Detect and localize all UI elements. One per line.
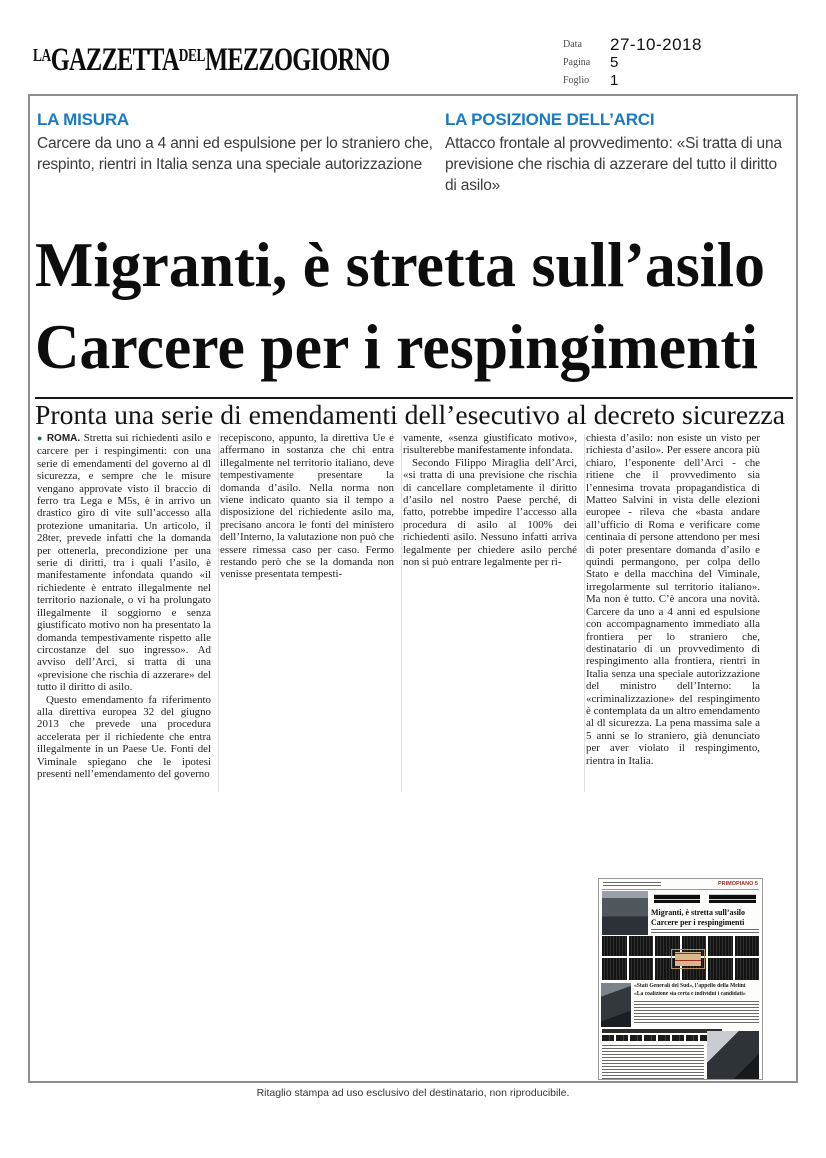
thumb-photo-top — [602, 891, 648, 935]
body-paragraph: Secondo Filippo Miraglia dell’Arci, «si tratta di una previsione che rischia di cancellare completamente il diritto d’asilo nel nostro Paese perché, di fatto, potrebbe impedire l’accesso alla procedura di asilo al 100% dei richiedenti asilo. Nessuno infatti arriva legalmente per chiedere asilo perché non si può entrare legalmente per ri- — [403, 456, 577, 569]
dateline-bullet-icon: ● — [37, 433, 44, 443]
meta-foglio-value: 1 — [610, 72, 619, 89]
article-clip-box — [28, 94, 798, 1083]
thumb-mid-headline — [634, 983, 754, 998]
thumb-mid-headline-line1: «Stati Generali del Sud», l’appello della Melini — [634, 983, 746, 989]
footer-disclaimer: Ritaglio stampa ad uso esclusivo del destinatario, non riproducibile. — [256, 1087, 570, 1099]
kicker-left-text: Carcere da uno a 4 anni ed espulsione per lo straniero che, respinto, rientri in Italia senza una speciale autorizzazione — [37, 135, 433, 173]
kicker-left-label: LA MISURA — [37, 110, 130, 129]
article-headline — [35, 224, 793, 389]
thumb-text-lines — [602, 1045, 704, 1079]
thumb-text-block — [629, 936, 654, 956]
clipping-meta — [563, 36, 702, 89]
logo-gazzetta: GAZZETTA — [50, 42, 179, 78]
page-thumbnail — [598, 878, 763, 1080]
headline-line1: Migranti, è stretta sull’asilo — [35, 229, 765, 300]
kicker-right-label: LA POSIZIONE DELL’ARCI — [445, 110, 655, 129]
thumb-section-label: PRIMOPIANO 5 — [717, 881, 758, 887]
thumb-text-block — [708, 958, 733, 980]
thumb-text-block — [708, 936, 733, 956]
body-paragraph: vamente, «senza giustificato motivo», risulterebbe manifestamente infondata. — [403, 432, 577, 457]
body-text: Stretta sui richiedenti asilo e carcere per i respingimenti: con una serie di emendamenti del governo al dl sicurezza, e sempre che le misure vengano approvate visto il braccio di ferro tra Lega e M5s, è in arrivo un drastico giro di vite sull’accesso alla protezione umanitaria. Un articolo, il 28ter, prevede infatti che la domanda per ottenerla, precondizione per una serie di diritti, tra i quali l’asilo, è manifestamente infondata quando «il richiedente è entrato illegalmente nel territorio nazionale, o vi ha prolungato illegalmente il soggiorno e senza giustificato motivo non ha presentato la domanda tempestivamente rispetto alle circostanze del suo ingresso». Ad avviso dell’Arci, si tratta di una «previsione che rischia di azzerare» del tutto il diritto di asilo. — [37, 432, 211, 694]
body-paragraph: Questo emendamento fa riferimento alla direttiva europea 32 del giugno 2013 che prevede una procedura accelerata per il richiedente che entra illegalmente in un Paese Ue. Fonti del Viminale spiegano che le ipotesi presenti nell’emendamento del governo — [37, 693, 211, 780]
kicker-right-text: Attacco frontale al provvedimento: «Si tratta di una previsione che rischia di azzerare del tutto il diritto di asilo» — [445, 135, 782, 194]
kicker-left — [37, 110, 445, 196]
body-paragraph: recepiscono, appunto, la direttiva Ue e affermano in sostanza che chi entra illegalmente nel territorio italiano, deve tempestivamente presentare la domanda d’asilo. Nella norma non viene indicato quanto sia il tempo a disposizione del richiedente asilo ma, precisano ancora le fonti del ministero dell’Interno, la valutazione non può che essere rimessa caso per caso. Fermo restando però che se la domanda non venisse presentata tempesti- — [220, 432, 394, 581]
dateline: ROMA. — [46, 433, 81, 444]
body-paragraph — [37, 432, 211, 694]
body-column-1 — [37, 432, 211, 804]
thumb-text-block — [629, 958, 654, 980]
thumb-kicker-box — [651, 892, 703, 905]
thumb-mid-headline-line2: «La coalizione sia certa e individui i candidati» — [634, 990, 746, 997]
logo-del: DEL — [178, 45, 206, 65]
meta-pagina-label: Pagina — [563, 57, 591, 68]
body-paragraph: chiesta d’asilo: non esiste un visto per richiesta d’asilo». Per essere ancora più chiaro, l’esponente dell’Arci - che ritiene che il provvedimento sia l’ennesima trovata propagandistica di Matteo Salvini in vista delle elezioni europee - rileva che «basta andare all’ufficio di Roma e verificare come centinaia di persone attendono per mesi di poter presentare domanda d’asilo e quindi permangono, per colpa dello Stato e della macchina del Viminale, irregolarmente sul territorio italiano». Ma non è tutto. C’è ancora una novità. Carcere da uno a 4 anni ed espulsione con accompagnamento immediato alla frontiera per lo straniero che, destinatario di un provvedimento di respingimento alla frontiera, rientri in Italia senza una speciale autorizzazione del ministro dell’Interno: la «criminalizzazione» del respingimento è contemplata da un altro emendamento al dl sicurezza. La pena massima sale a 5 anni se lo straniero, già denunciato per aver violato il respingimento, rientra in Italia. — [586, 432, 760, 767]
headline-line2: Carcere per i respingimenti — [35, 311, 758, 382]
thumb-deck-text — [651, 929, 759, 933]
body-column-3 — [403, 432, 577, 804]
meta-data-label: Data — [563, 39, 582, 50]
thumb-text-block — [602, 958, 627, 980]
logo-mezzogiorno: MEZZOGIORNO — [205, 42, 390, 78]
meta-pagina-value: 5 — [610, 54, 619, 71]
thumb-headline — [651, 908, 750, 928]
thumb-highlight-box — [671, 949, 705, 969]
kicker-row — [37, 110, 789, 196]
meta-foglio-label: Foglio — [563, 75, 590, 86]
thumb-masthead-text — [603, 882, 661, 886]
logo-la: LA — [33, 45, 51, 65]
article-subhead — [35, 401, 793, 431]
thumb-text-block — [735, 958, 760, 980]
body-columns — [37, 432, 765, 804]
thumb-photo-left — [601, 983, 631, 1027]
body-column-2 — [220, 432, 394, 804]
body-column-4 — [586, 432, 760, 804]
subhead-text: Pronta una serie di emendamenti dell’esecutivo al decreto sicurezza — [35, 401, 786, 430]
masthead-row — [33, 35, 793, 90]
thumb-headline-line1: Migranti, è stretta sull’asilo — [651, 908, 745, 917]
thumb-text-lines — [634, 1001, 759, 1025]
thumb-kicker-box — [706, 892, 759, 905]
newspaper-logo — [33, 42, 390, 79]
thumb-header-rule — [602, 889, 759, 890]
thumb-photo-right — [707, 1031, 759, 1079]
thumb-headline-line2: Carcere per i respingimenti — [651, 918, 745, 927]
headline-subhead-divider — [35, 397, 793, 399]
kicker-right — [445, 110, 789, 196]
thumb-text-block — [602, 936, 627, 956]
thumb-bottom-kicker — [602, 1029, 722, 1033]
thumb-text-block — [735, 936, 760, 956]
meta-data-value: 27-10-2018 — [610, 35, 702, 54]
